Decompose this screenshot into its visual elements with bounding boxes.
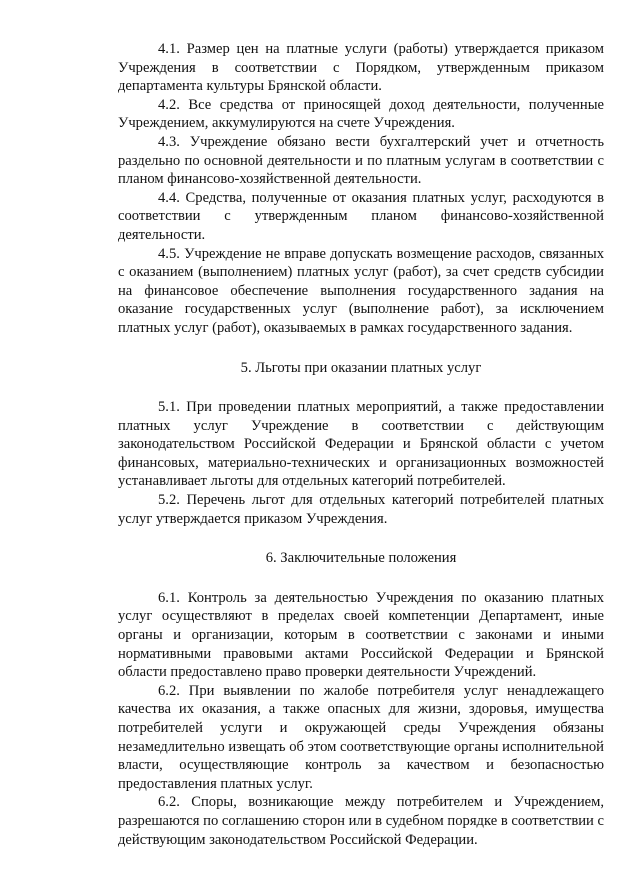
paragraph-4-4: 4.4. Средства, полученные от оказания платных услуг, расходуются в соответствии с утвержденным планом финансово-хозяйственной деятельности. <box>118 189 604 243</box>
paragraph-4-1: 4.1. Размер цен на платные услуги (работы) утверждается приказом Учреждения в соответствии с Порядком, утвержденным приказом департамента культуры Брянской области. <box>118 41 604 95</box>
section-5-heading: 5. Льготы при оказании платных услуг <box>240 359 482 376</box>
paragraph-5-1: 5.1. При проведении платных мероприятий, а также предоставлении платных услуг Учреждение в соответствии с действующим законодательством Российской Федерации и Брянской области с учетом финансовых, материально-технических и организационных возможностей устанавливает льготы для отдельных категорий потребителей. <box>118 399 604 490</box>
paragraph-6-2: 6.2. При выявлении по жалобе потребителя услуг ненадлежащего качества их оказания, а также опасных для жизни, здоровья, имущества потребителей услуги и окружающей среды Учреждения обязаны незамедлительно извещать об этом соответствующие органы исполнительной власти, осуществляющие контроль за качеством и безопасностью предоставления платных услуг. <box>118 682 604 792</box>
paragraph-6-1: 6.1. Контроль за деятельностью Учреждения по оказанию платных услуг осуществляют в пределах своей компетенции Департамент, иные органы и организации, которым в соответствии с законами и иными нормативными правовыми актами Российской Федерации и Брянской области предоставлено право проверки деятельности Учреждений. <box>118 589 604 681</box>
paragraph-4-3: 4.3. Учреждение обязано вести бухгалтерский учет и отчетность раздельно по основной деятельности и по платным услугам в соответствии с планом финансово-хозяйственной деятельности. <box>118 133 604 188</box>
paragraph-5-2: 5.2. Перечень льгот для отдельных категорий потребителей платных услуг утверждается приказом Учреждения. <box>118 492 604 527</box>
paragraph-4-2: 4.2. Все средства от приносящей доход деятельности, полученные Учреждением, аккумулируются на счете Учреждения. <box>118 96 604 132</box>
paragraph-6-3: 6.2. Споры, возникающие между потребителем и Учреждением, разрешаются по соглашению сторон или в судебном порядке в соответствии с действующим законодательством Российской Федерации. <box>118 794 604 848</box>
section-6-heading: 6. Заключительные положения <box>265 550 457 567</box>
paragraph-4-5: 4.5. Учреждение не вправе допускать возмещение расходов, связанных с оказанием (выполнением) платных услуг (работ), за счет средств субсидии на финансовое обеспечение выполнения государственного задания на оказание государственных услуг (выполнение работ), за исключением платных услуг (работ), оказываемых в рамках государственного задания. <box>118 245 604 336</box>
